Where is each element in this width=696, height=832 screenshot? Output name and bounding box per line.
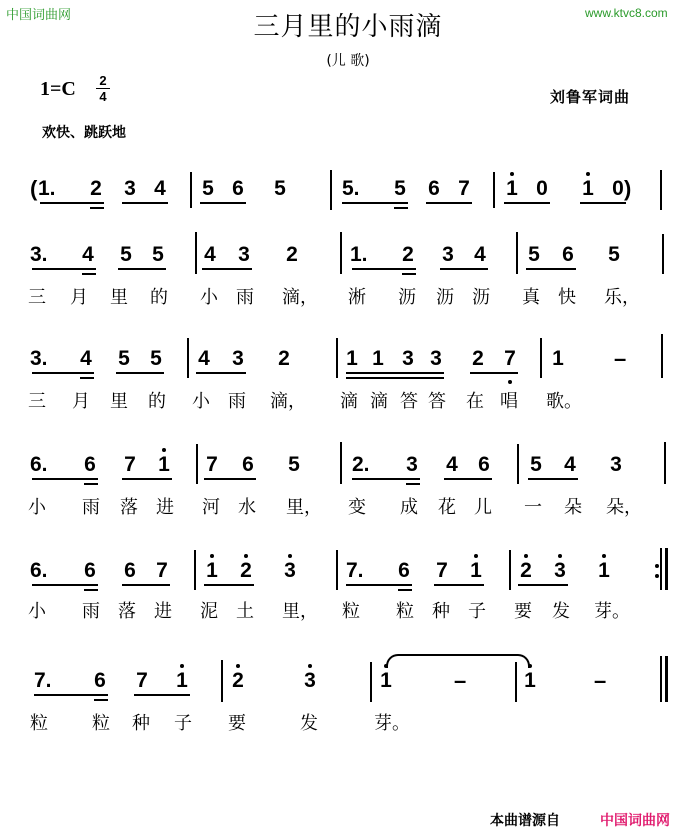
time-signature — [96, 74, 110, 103]
song-subtitle: (儿 歌) — [326, 53, 370, 69]
footer-source-label: 本曲谱源自 — [490, 813, 560, 829]
footer-source-site: 中国词曲网 — [600, 813, 670, 829]
time-signature-top: 2 — [99, 73, 107, 88]
watermark-site-name: 中国词曲网 — [6, 8, 72, 23]
composer-credit: 刘鲁军词曲 — [550, 88, 631, 106]
song-title: 三月里的小雨滴 — [253, 12, 443, 42]
tempo-marking: 欢快、跳跃地 — [42, 125, 126, 141]
watermark-url: www.ktvc8.com — [585, 6, 668, 20]
key-signature: 1=C — [40, 78, 76, 100]
time-signature-bottom: 4 — [99, 89, 107, 104]
